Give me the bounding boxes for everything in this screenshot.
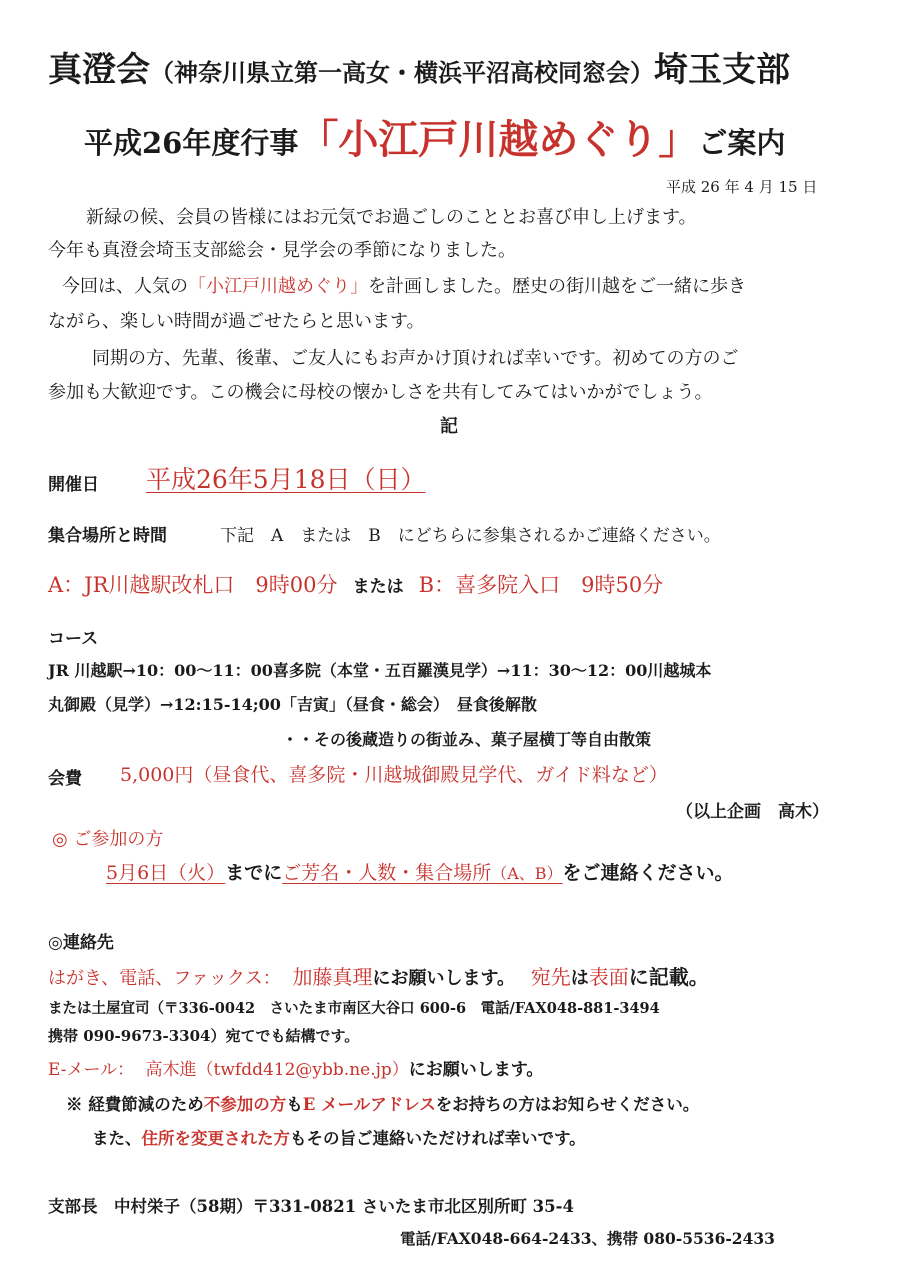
event-date: 平成26年5月18日（日） [146, 465, 426, 494]
paragraph-1a: 新緑の候、会員の皆様にはお元気でお過ごしのこととお喜び申し上げます。 [86, 207, 697, 228]
join-heading: ◎ ご参加の方 [52, 829, 164, 850]
org-name: 真澄会 [48, 50, 150, 90]
course-line-3: ・・その後蔵造りの街並み、菓子屋横丁等自由散策 [282, 730, 651, 749]
footer-line-1: 支部長 中村栄子（58期）〒331-0821 さいたま市北区別所町 35-4 [48, 1197, 574, 1216]
paragraph-2a: 今回は、人気の「小江戸川越めぐり」を計画しました。歴史の街川越をご一緒に歩き [62, 276, 746, 297]
course-line-2: 丸御殿（見学）→12:15-14;00「吉寅」（昼食・総会） 昼食後解散 [48, 695, 537, 714]
paragraph-3b: 参加も大歓迎です。この機会に母校の懐かしさを共有してみてはいかがでしょう。 [48, 382, 713, 403]
meeting-options [48, 569, 663, 599]
contact-person: 加藤真理 [292, 965, 373, 989]
footer-line-2: 電話/FAX048-664-2433、携帯 080-5536-2433 [400, 1229, 775, 1248]
paragraph-3a: 同期の方、先輩、後輩、ご友人にもお声かけ頂ければ幸いです。初めての方のご [92, 348, 739, 369]
ki-mark: 記 [440, 416, 458, 437]
page-title: 平成26年度行事「小江戸川越めぐり」ご案内 [84, 116, 786, 163]
contact-heading: ◎連絡先 [48, 933, 114, 953]
meet-or: または [352, 577, 404, 597]
note-line-1: ※ 経費節減のため不参加の方もE メールアドレスをお持ちの方はお知らせください。 [66, 1095, 700, 1114]
fee-label: 会費 [48, 769, 82, 789]
meet-note: 下記 A または B にどちらに参集されるかご連絡ください。 [220, 526, 721, 546]
meet-option-a: A：JR川越駅改札口 9時00分 [48, 573, 338, 597]
paragraph-2b: ながら、楽しい時間が過ごせたらと思います。 [48, 311, 425, 332]
date-label: 開催日 [48, 475, 99, 495]
contact-email-line: E-メール： 高木進（twfdd412@ybb.ne.jp）にお願いします。 [48, 1060, 544, 1080]
contact-line-3: 携帯 090-9673-3304）宛てでも結構です。 [48, 1027, 360, 1045]
meet-label: 集合場所と時間 [48, 526, 167, 546]
contact-line-2: または土屋宜司（〒336-0042 さいたま市南区大谷口 600-6 電話/FAX048-881-3494 [48, 1000, 660, 1017]
contact-line-1: はがき、電話、ファックス： 加藤真理にお願いします。 宛先は表面に記載。 [48, 965, 709, 989]
org-header [48, 42, 790, 91]
deadline: 5月6日（火） [106, 862, 226, 884]
course-label: コース [48, 629, 99, 649]
required-items: ご芳名・人数・集合場所 [282, 862, 492, 884]
planner-note: （以上企画 高木） [676, 802, 829, 822]
note-line-2: また、住所を変更された方もその旨ご連絡いただければ幸いです。 [92, 1129, 586, 1148]
course-line-1: JR 川越駅→10：00～11：00喜多院（本堂・五百羅漢見学）→11：30～12：00川越城本 [48, 661, 712, 680]
contact-email: 高木進（twfdd412@ybb.ne.jp） [145, 1060, 409, 1080]
fee-value: 5,000円（昼食代、喜多院・川越城御殿見学代、ガイド料など） [120, 764, 668, 786]
meet-option-b: B：喜多院入口 9時50分 [418, 573, 664, 597]
join-instructions: 5月6日（火）までにご芳名・人数・集合場所（A、B）をご連絡ください。 [106, 862, 734, 884]
issue-date: 平成 26 年 4 月 15 日 [666, 178, 818, 196]
event-name: 「小江戸川越めぐり」 [298, 116, 699, 163]
paragraph-1b: 今年も真澄会埼玉支部総会・見学会の季節になりました。 [48, 240, 516, 261]
org-paren: （神奈川県立第一高女・横浜平沼高校同窓会） [150, 58, 654, 87]
org-branch: 埼玉支部 [654, 50, 790, 90]
